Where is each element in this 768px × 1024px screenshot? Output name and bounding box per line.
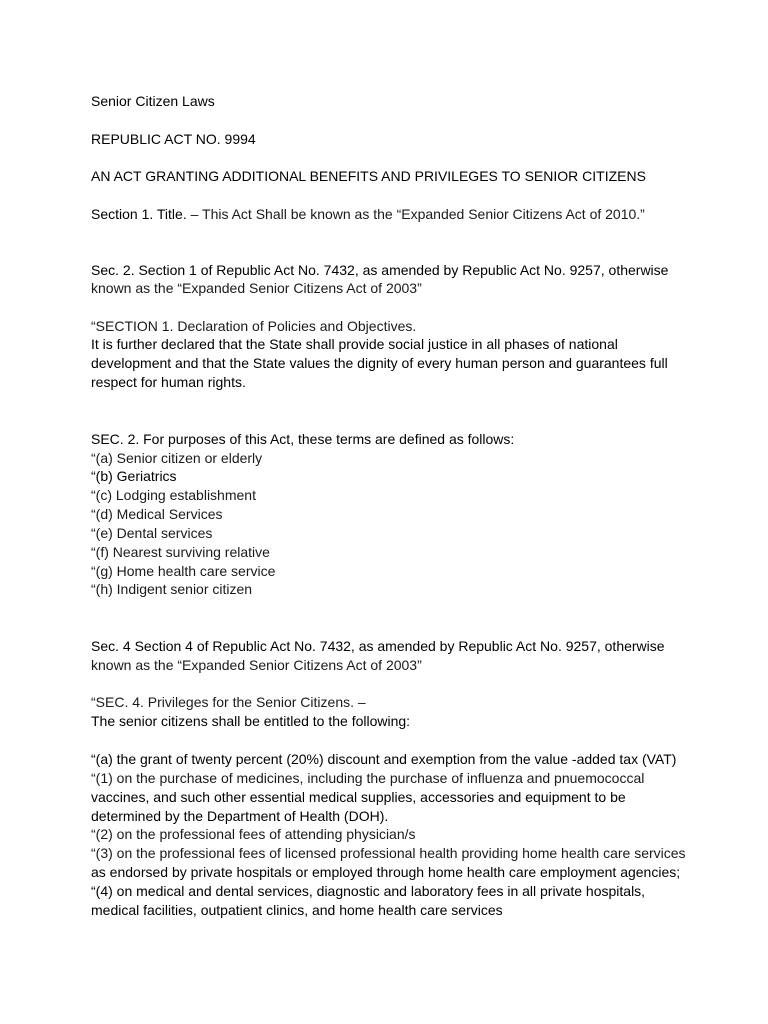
- section-1-label: Section 1. Title.: [91, 206, 187, 222]
- privileges-line: “(3) on the professional fees of licensed professional health providing home health care services: [91, 845, 686, 861]
- privileges-line: “(a) the grant of twenty percent (20%) discount and exemption from the value -added tax (VAT): [91, 751, 677, 767]
- definition-item: “(h) Indigent senior citizen: [91, 581, 253, 597]
- privileges-line: medical facilities, outpatient clinics, and home health care services: [91, 902, 503, 918]
- declaration-line-1: It is further declared that the State shall provide social justice in all phases of national: [91, 336, 618, 352]
- definition-item: “(c) Lodging establishment: [91, 487, 256, 503]
- declaration-heading: “SECTION 1. Declaration of Policies and Objectives.: [91, 318, 417, 334]
- declaration-line-2: development and that the State values the dignity of every human person and guarantees full: [91, 355, 668, 371]
- privileges-line: vaccines, and such other essential medical supplies, accessories and equipment to be: [91, 789, 626, 805]
- sec-2-intro-line-2: known as the “Expanded Senior Citizens Act of 2003”: [91, 280, 422, 296]
- section-1-title: [91, 205, 645, 224]
- privileges-line: determined by the Department of Health (DOH).: [91, 808, 389, 824]
- definition-item: “(b) Geriatrics: [91, 468, 177, 484]
- privileges-line: “(4) on medical and dental services, diagnostic and laboratory fees in all private hospitals,: [91, 883, 646, 899]
- definition-item: “(f) Nearest surviving relative: [91, 544, 270, 560]
- sec-2-intro-line-1: Sec. 2. Section 1 of Republic Act No. 7432, as amended by Republic Act No. 9257, otherwise: [91, 262, 669, 278]
- section-1-text: – This Act Shall be known as the “Expanded Senior Citizens Act of 2010.”: [186, 206, 645, 222]
- document-heading: Senior Citizen Laws: [91, 93, 215, 109]
- act-number: REPUBLIC ACT NO. 9994: [91, 131, 256, 147]
- privileges-line: as endorsed by private hospitals or employed through home health care employment agencies;: [91, 864, 681, 880]
- definition-item: “(e) Dental services: [91, 525, 213, 541]
- definitions-heading: SEC. 2. For purposes of this Act, these terms are defined as follows:: [91, 431, 515, 447]
- definition-item: “(d) Medical Services: [91, 506, 223, 522]
- act-title: AN ACT GRANTING ADDITIONAL BENEFITS AND PRIVILEGES TO SENIOR CITIZENS: [91, 168, 646, 184]
- privileges-heading: “SEC. 4. Privileges for the Senior Citizens. –: [91, 694, 366, 710]
- definition-item: “(g) Home health care service: [91, 563, 276, 579]
- definition-item: “(a) Senior citizen or elderly: [91, 450, 263, 466]
- sec-4-intro-line-1: Sec. 4 Section 4 of Republic Act No. 7432, as amended by Republic Act No. 9257, otherwise: [91, 638, 665, 654]
- privileges-line: “(1) on the purchase of medicines, including the purchase of influenza and pnuemococcal: [91, 770, 645, 786]
- privileges-line: “(2) on the professional fees of attending physician/s: [91, 826, 416, 842]
- privileges-intro: The senior citizens shall be entitled to the following:: [91, 713, 411, 729]
- sec-4-intro-line-2: known as the “Expanded Senior Citizens Act of 2003”: [91, 657, 422, 673]
- declaration-line-3: respect for human rights.: [91, 374, 246, 390]
